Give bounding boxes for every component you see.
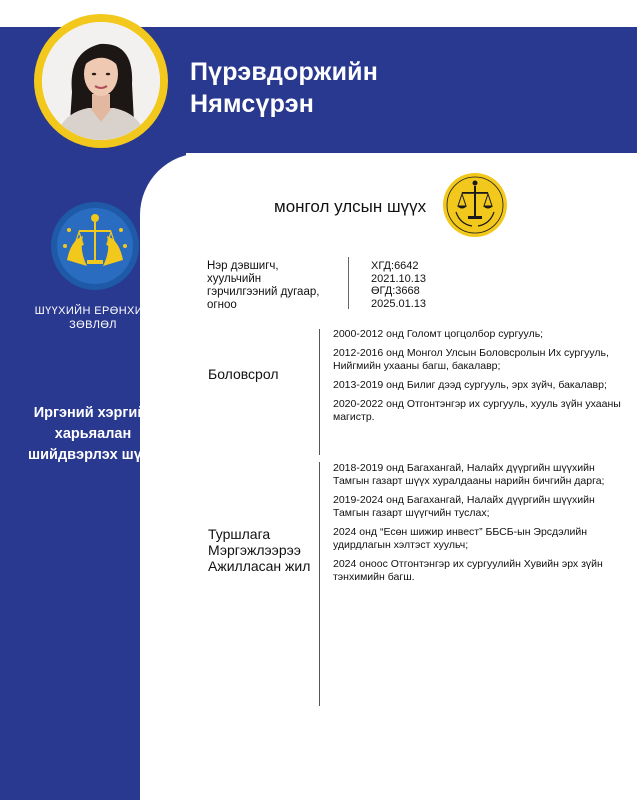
org-name-line-2: ЗӨВЛӨЛ bbox=[69, 319, 117, 331]
education-item: 2012-2016 онд Монгол Улсын Боловсролын Их сургууль, Нийгмийн ухааны багш, бакалавр; bbox=[333, 347, 609, 372]
experience-label-line-3: Ажилласан жил bbox=[208, 558, 311, 574]
experience-list bbox=[333, 462, 623, 590]
certificate-label-line-1: Нэр дэвшигч, bbox=[207, 260, 279, 272]
certificate-label-line-4: огноо bbox=[207, 299, 237, 311]
experience-divider bbox=[319, 462, 320, 706]
court-emblem-icon bbox=[49, 200, 141, 292]
education-item: 2013-2019 онд Билиг дээд сургууль, эрх зүйч, бакалавр; bbox=[333, 379, 607, 391]
experience-label-line-1: Туршлага bbox=[208, 526, 271, 542]
name-line-1: Пүрэвдоржийн bbox=[190, 58, 379, 86]
person-name bbox=[190, 56, 378, 120]
name-line-2: Нямсүрэн bbox=[190, 90, 315, 118]
court-name: монгол улсын шүүх bbox=[274, 197, 427, 216]
certificate-divider bbox=[348, 257, 349, 309]
experience-item: 2019-2024 онд Багахангай, Налайх дүүргийн шүүхийн Тамгын газарт шүүгчийн туслах; bbox=[333, 494, 595, 519]
certificate-label-line-2: хуульчийн bbox=[207, 273, 262, 285]
certificate-value-1: ХГД:6642 bbox=[371, 260, 419, 272]
court-specialty bbox=[0, 403, 186, 466]
experience-label bbox=[208, 526, 310, 574]
education-item: 2020-2022 онд Отгонтэнгэр их сургууль, хууль зүйн ухааны магистр. bbox=[333, 398, 621, 423]
specialty-line-2: харьяалан bbox=[54, 426, 132, 442]
org-name-line-1: ШҮҮХИЙН ЕРӨНХИЙ bbox=[34, 305, 152, 317]
certificate-values bbox=[371, 260, 426, 310]
specialty-line-3: шийдвэрлэх шүүх bbox=[28, 447, 158, 463]
education-item: 2000-2012 онд Голомт цогцолбор сургууль; bbox=[333, 328, 544, 340]
experience-item: 2024 оноос Отгонтэнгэр их сургуулийн Хувийн эрх зүйн тэнхимийн багш. bbox=[333, 558, 603, 583]
certificate-value-3: ӨГД:3668 bbox=[371, 285, 420, 297]
certificate-label bbox=[207, 260, 319, 312]
education-list bbox=[333, 328, 623, 430]
certificate-value-2: 2021.10.13 bbox=[371, 272, 427, 285]
specialty-line-1: Иргэний хэргийг bbox=[33, 405, 153, 421]
experience-item: 2024 онд “Есөн шижир инвест” ББСБ-ын Эрсдэлийн удирдлагын хэлтэст хуульч; bbox=[333, 526, 588, 551]
portrait-icon bbox=[42, 22, 160, 140]
certificate-label-line-3: гэрчилгээний дугаар, bbox=[207, 286, 320, 298]
profile-photo bbox=[42, 22, 160, 140]
experience-item: 2018-2019 онд Багахангай, Налайх дүүргийн шүүхийн Тамгын газарт шүүх хуралдааны нарийн бичгийн дарга; bbox=[333, 462, 605, 487]
certificate-value-4: 2025.01.13 bbox=[371, 297, 427, 310]
experience-label-line-2: Мэргэжлээрээ bbox=[208, 542, 301, 558]
scales-of-justice-icon bbox=[442, 172, 508, 238]
org-name bbox=[0, 304, 186, 332]
education-label: Боловсрол bbox=[208, 366, 279, 382]
education-divider bbox=[319, 329, 320, 455]
